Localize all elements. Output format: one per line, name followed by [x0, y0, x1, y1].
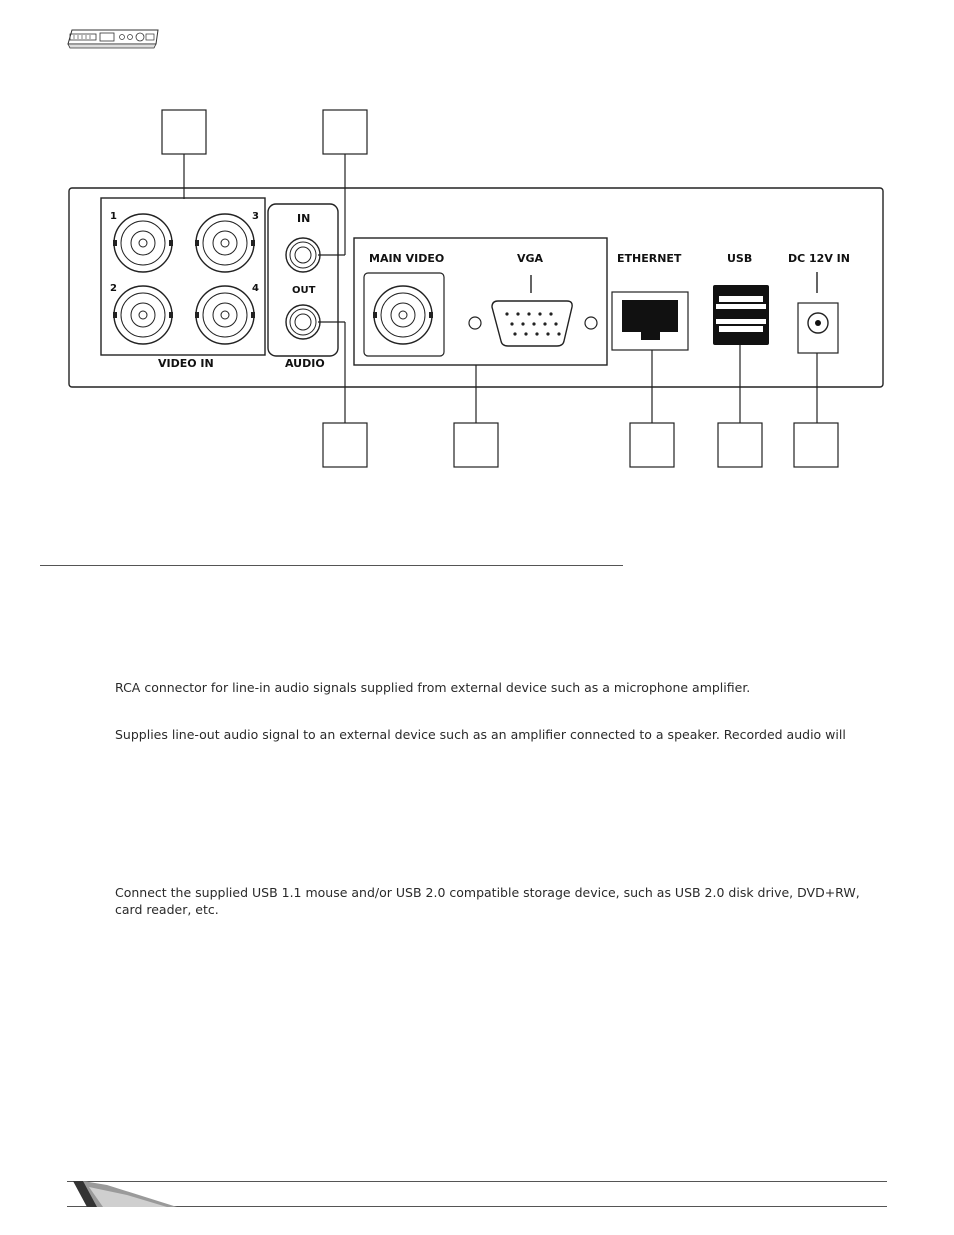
callout-box-audio-out — [323, 423, 367, 467]
audio-out-description: Supplies line-out audio signal to an external device such as an amplifier connected to a speaker. Recorded audio will — [115, 727, 846, 742]
bnc-connector-4 — [195, 286, 255, 344]
label-ch4: 4 — [252, 283, 259, 294]
bnc-connector-3 — [195, 214, 255, 272]
label-audio-out: OUT — [292, 285, 316, 296]
footer-logo-swoosh-icon — [67, 1181, 197, 1207]
label-ethernet: ETHERNET — [617, 252, 682, 265]
label-main-video: MAIN VIDEO — [369, 252, 445, 265]
audio-in-description: RCA connector for line-in audio signals supplied from external device such as a microphone amplifier. — [115, 680, 751, 695]
label-audio: AUDIO — [285, 357, 325, 370]
callout-box-dc-in — [794, 423, 838, 467]
rear-panel-diagram — [0, 0, 954, 520]
label-ch3: 3 — [252, 211, 259, 222]
label-dc-in: DC 12V IN — [788, 252, 850, 265]
rca-audio-in-connector — [286, 238, 320, 272]
callout-box-video-in — [162, 110, 206, 154]
dc-power-jack — [798, 272, 838, 353]
rca-audio-out-connector — [286, 305, 320, 339]
bnc-connector-1 — [113, 214, 173, 272]
usb-description: Connect the supplied USB 1.1 mouse and/or USB 2.0 compatible storage device, such as USB 2.0 disk drive, DVD+RW, card reader, etc. — [115, 885, 860, 917]
label-ch2: 2 — [110, 283, 117, 294]
callout-box-audio-in — [323, 110, 367, 154]
label-usb: USB — [727, 252, 753, 265]
bnc-connector-2 — [113, 286, 173, 344]
section-divider — [40, 565, 623, 566]
vga-connector — [469, 275, 597, 346]
callout-box-video-out — [454, 423, 498, 467]
label-video-in: VIDEO IN — [158, 357, 214, 370]
bnc-main-video-connector — [373, 286, 433, 344]
ethernet-port — [612, 292, 688, 350]
label-audio-in: IN — [297, 212, 311, 225]
usb-ports — [713, 285, 769, 345]
label-ch1: 1 — [110, 211, 117, 222]
callout-box-ethernet — [630, 423, 674, 467]
callout-box-usb — [718, 423, 762, 467]
label-vga: VGA — [517, 252, 544, 265]
